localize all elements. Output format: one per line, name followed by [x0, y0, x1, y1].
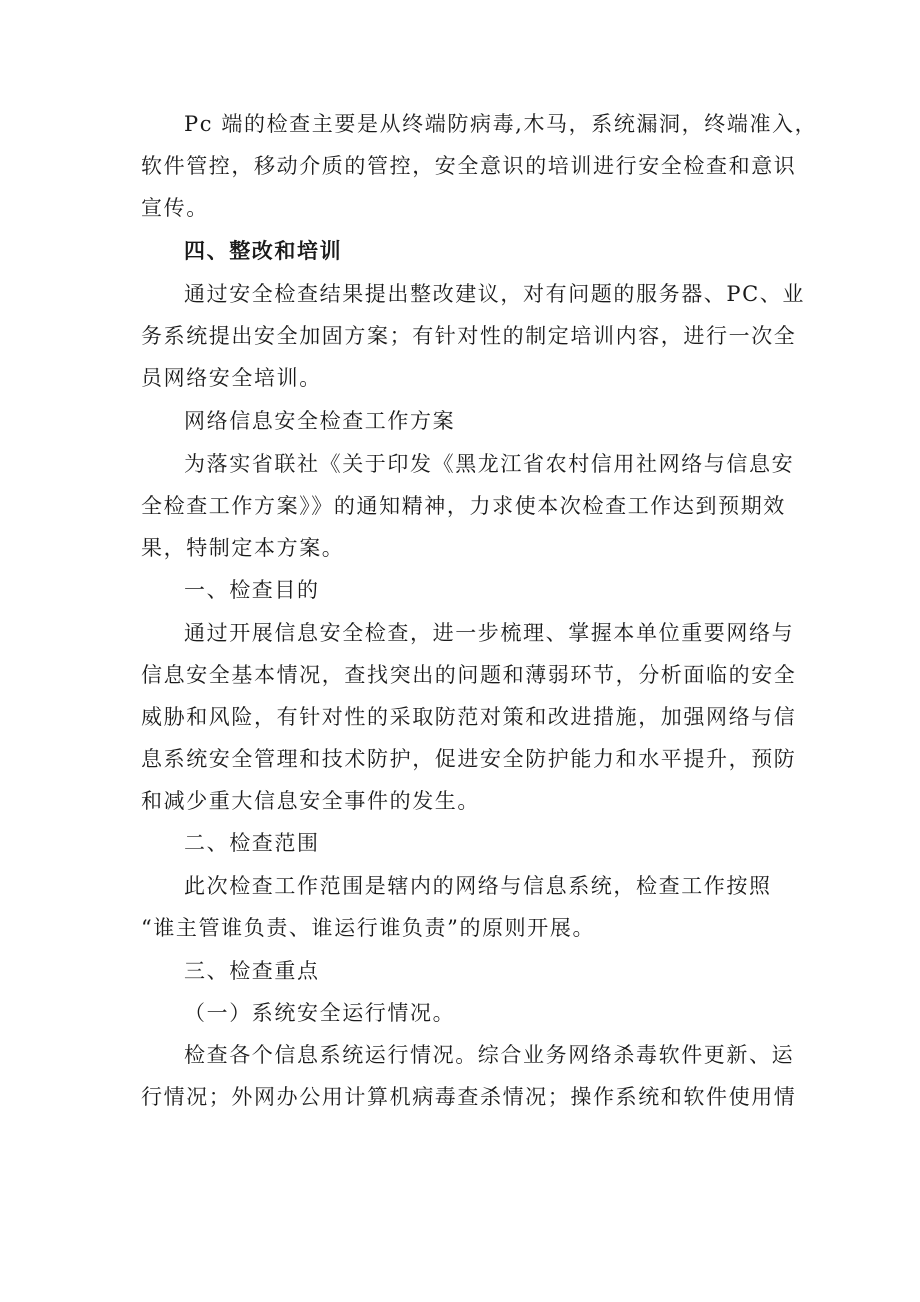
paragraph-intro-line-1: 为落实省联社《关于印发《黑龙江省农村信用社网络与信息安 — [184, 452, 795, 476]
paragraph-rectification-line-2: 务系统提出安全加固方案；有针对性的制定培训内容，进行一次全 — [141, 324, 797, 348]
paragraph-purpose-line-5: 和减少重大信息安全事件的发生。 — [141, 789, 480, 813]
paragraph-system-check-line-2: 行情况；外网办公用计算机病毒查杀情况；操作系统和软件使用情 — [141, 1085, 797, 1109]
paragraph-system-check-line-1: 检查各个信息系统运行情况。综合业务网络杀毒软件更新、运 — [184, 1043, 795, 1067]
paragraph-purpose-line-4: 息系统安全管理和技术防护，促进安全防护能力和水平提升，预防 — [141, 747, 797, 771]
paragraph-rectification-line-3: 员网络安全培训。 — [141, 366, 322, 390]
document-title-security-plan: 网络信息安全检查工作方案 — [184, 409, 456, 433]
section-heading-purpose: 一、检查目的 — [184, 578, 320, 602]
paragraph-rectification-line-1: 通过安全检查结果提出整改建议，对有问题的服务器、PC、业 — [184, 282, 805, 306]
section-heading-scope: 二、检查范围 — [184, 831, 320, 855]
section-heading-rectification-training: 四、整改和培训 — [184, 238, 343, 263]
paragraph-purpose-line-2: 信息安全基本情况，查找突出的问题和薄弱环节，分析面临的安全 — [141, 663, 797, 687]
paragraph-pc-check-line-1: Pc 端的检查主要是从终端防病毒,木马，系统漏洞，终端准入， — [184, 112, 818, 136]
paragraph-scope-line-1: 此次检查工作范围是辖内的网络与信息系统，检查工作按照 — [184, 874, 772, 898]
paragraph-pc-check-line-2: 软件管控，移动介质的管控，安全意识的培训进行安全检查和意识 — [141, 154, 797, 178]
paragraph-intro-line-2: 全检查工作方案》》的通知精神，力求使本次检查工作达到预期效 — [141, 494, 786, 518]
paragraph-purpose-line-3: 威胁和风险，有针对性的采取防范对策和改进措施，加强网络与信 — [141, 705, 797, 729]
paragraph-scope-line-2: “谁主管谁负责、谁运行谁负责”的原则开展。 — [141, 916, 596, 940]
subsection-heading-system-operation: （一）系统安全运行情况。 — [184, 1001, 456, 1025]
paragraph-pc-check-line-3: 宣传。 — [141, 196, 209, 220]
section-heading-key-points: 三、检查重点 — [184, 959, 320, 983]
paragraph-purpose-line-1: 通过开展信息安全检查，进一步梳理、掌握本单位重要网络与 — [184, 621, 795, 645]
paragraph-intro-line-3: 果，特制定本方案。 — [141, 536, 345, 560]
